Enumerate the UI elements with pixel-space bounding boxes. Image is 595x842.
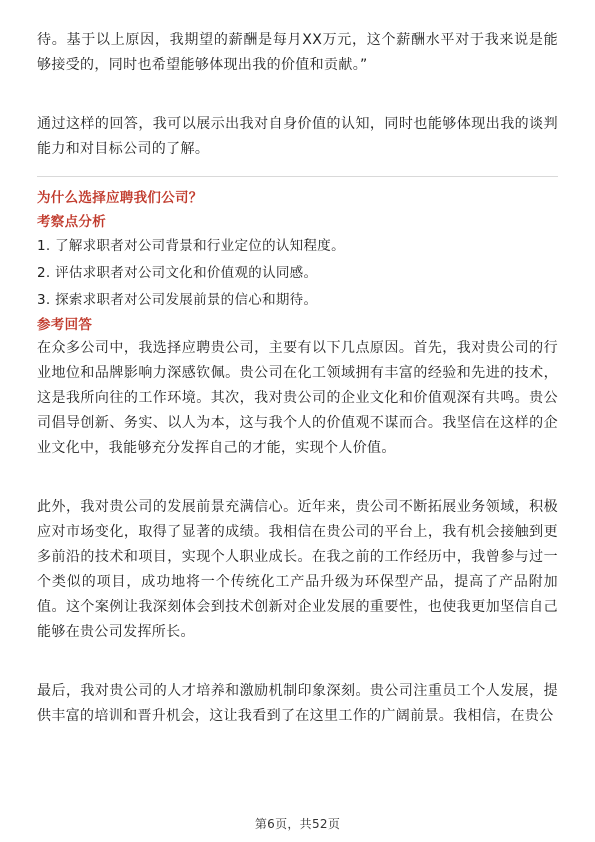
list-item: 1. 了解求职者对公司背景和行业定位的认知程度。 bbox=[37, 238, 345, 254]
answer-paragraph-3: 最后，我对贵公司的人才培养和激励机制印象深刻。贵公司注重员工个人发展，提供丰富的培训和晋升机会，这让我看到了在这里工作的广阔前景。我相信，在贵公 bbox=[37, 683, 558, 724]
question-title: 为什么选择应聘我们公司？ bbox=[37, 190, 203, 206]
spacer bbox=[37, 645, 558, 679]
intro-paragraph-1: 待。基于以上原因，我期望的薪酬是每月XX万元，这个薪酬水平对于我来说是能够接受的，同时也希望能够体现出我的价值和贡献。” bbox=[37, 32, 558, 73]
answer-paragraph-2: 此外，我对贵公司的发展前景充满信心。近年来，贵公司不断拓展业务领域，积极应对市场变化，取得了显著的成绩。我相信在贵公司的平台上，我有机会接触到更多前沿的技术和项目，实现个人职业成长。在我之前的工作经历中，我曾参与过一个类似的项目，成功地将一个传统化工产品升级为环保型产品，提高了产品附加值。这个案例让我深刻体会到技术创新对企业发展的重要性，也使我更加坚信自己能够在贵公司发挥所长。 bbox=[37, 499, 558, 640]
intro-paragraph-2: 通过这样的回答，我可以展示出我对自身价值的认知，同时也能够体现出我的谈判能力和对目标公司的了解。 bbox=[37, 116, 558, 157]
answer-heading: 参考回答 bbox=[37, 317, 93, 333]
analysis-list bbox=[37, 233, 558, 314]
page-number: 第6页，共52页 bbox=[254, 817, 341, 831]
analysis-heading: 考察点分析 bbox=[37, 214, 106, 230]
list-item: 3. 探索求职者对公司发展前景的信心和期待。 bbox=[37, 292, 318, 308]
spacer bbox=[37, 78, 558, 112]
section-divider bbox=[37, 176, 558, 177]
list-item: 2. 评估求职者对公司文化和价值观的认同感。 bbox=[37, 265, 318, 281]
answer-paragraph-1: 在众多公司中，我选择应聘贵公司，主要有以下几点原因。首先，我对贵公司的行业地位和品牌影响力深感钦佩。贵公司在化工领域拥有丰富的经验和先进的技术，这是我所向往的工作环境。其次，我对贵公司的企业文化和价值观深有共鸣。贵公司倡导创新、务实、以人为本，这与我个人的价值观不谋而合。我坚信在这样的企业文化中，我能够充分发挥自己的才能，实现个人价值。 bbox=[37, 340, 558, 456]
document-page bbox=[37, 28, 558, 729]
spacer bbox=[37, 461, 558, 495]
